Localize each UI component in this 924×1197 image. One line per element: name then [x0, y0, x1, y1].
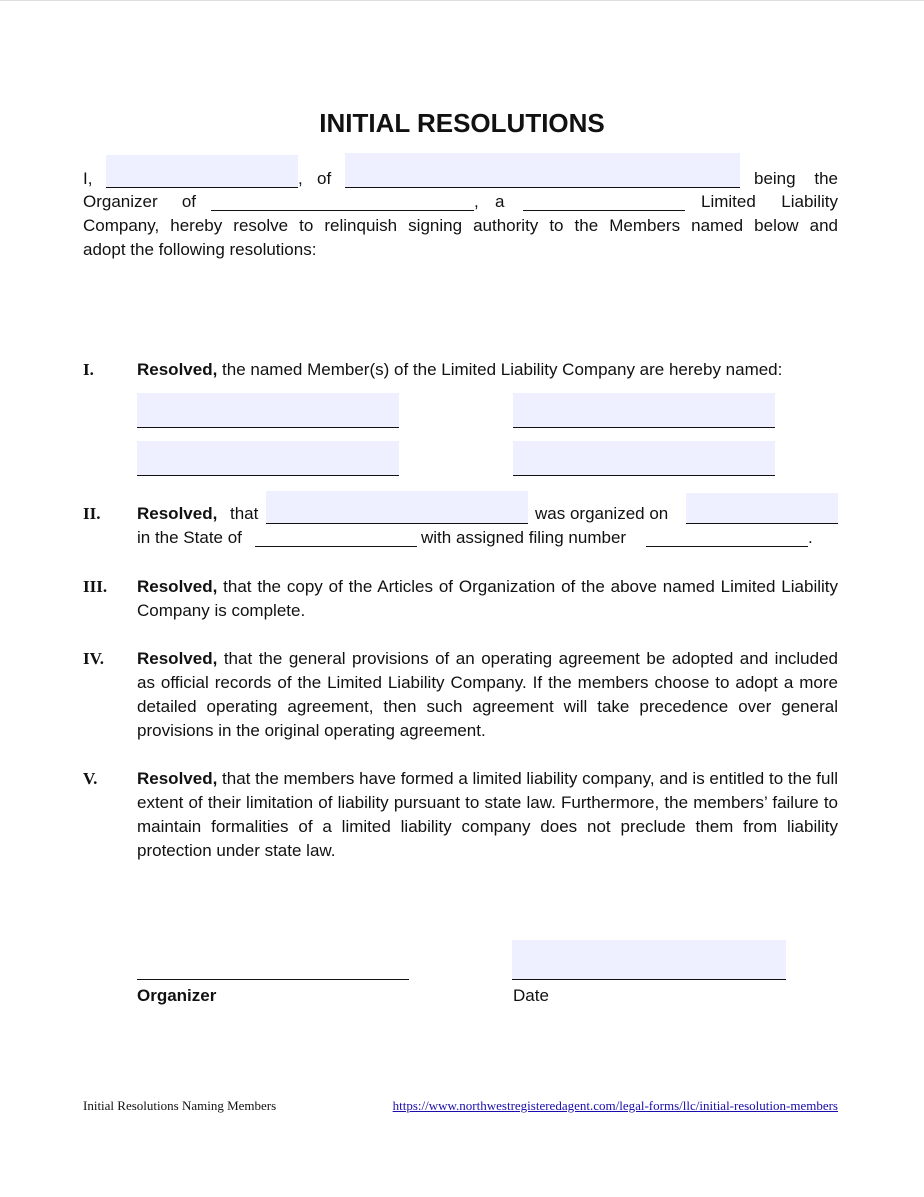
- intro-comma-2: ,: [474, 192, 479, 211]
- resolution-ii-lead-bold: Resolved,: [137, 504, 218, 523]
- state-line[interactable]: [523, 210, 685, 211]
- intro-line-4: adopt the following resolutions:: [83, 240, 317, 259]
- resolution-ii-lead: [137, 502, 217, 526]
- resolution-ii-period: .: [808, 528, 813, 547]
- intro-word-i: I,: [83, 169, 93, 188]
- resolution-ii-state: in the State of: [137, 528, 242, 547]
- organizer-signature-line[interactable]: [137, 979, 409, 980]
- resolution-iii-body: that the copy of the Articles of Organization of the above named Limited Liability Company is complete.: [137, 577, 838, 620]
- document-title: INITIAL RESOLUTIONS: [319, 108, 605, 138]
- page-top-border: [0, 0, 924, 1]
- organizer-label: Organizer: [137, 986, 217, 1005]
- numeral-v: V.: [83, 769, 98, 788]
- filing-number-line[interactable]: [646, 546, 808, 547]
- resolution-iii-text: [137, 575, 838, 623]
- intro-comma: ,: [298, 169, 303, 188]
- organization-date-field[interactable]: [686, 493, 838, 524]
- resolution-iii-lead: Resolved,: [137, 577, 218, 596]
- numeral-ii: II.: [83, 504, 101, 523]
- resolution-iv-lead: Resolved,: [137, 649, 218, 668]
- resolution-iv-body: that the general provisions of an operating agreement be adopted and included as official records of the Limited Liability Company. If the members choose to adopt a more detailed operating agreement, then such agreement will take precedence over general provisions in the original operating agreement.: [137, 649, 838, 740]
- numeral-i: I.: [83, 360, 94, 379]
- member-2-field[interactable]: [513, 393, 775, 428]
- intro-line-3: Company, hereby resolve to relinquish signing authority to the Members named below and: [83, 216, 838, 235]
- intro-organizer-of: Organizer of: [83, 192, 196, 211]
- resolution-ii-filing: with assigned filing number: [421, 528, 627, 547]
- resolution-iv-text: [137, 647, 838, 743]
- intro-being-the: being the: [754, 169, 838, 188]
- intro-limited-liability: Limited Liability: [701, 192, 838, 211]
- company-name-field-ii[interactable]: [266, 491, 528, 524]
- member-3-field[interactable]: [137, 441, 399, 476]
- state-of-organization-line[interactable]: [255, 546, 417, 547]
- resolution-i-lead: Resolved,: [137, 360, 218, 379]
- resolution-i-body: the named Member(s) of the Limited Liability Company are hereby named:: [217, 360, 783, 379]
- resolution-v-body: that the members have formed a limited liability company, and is entitled to the full extent of their limitation of liability pursuant to state law. Furthermore, the members’ failure to maintain formalities of a limited liability company does not preclude them from liability protection under state law.: [137, 769, 838, 860]
- member-4-field[interactable]: [513, 441, 775, 476]
- organizer-name-field[interactable]: [106, 155, 298, 188]
- resolution-ii-organized-on: was organized on: [535, 504, 669, 523]
- company-name-line[interactable]: [211, 210, 474, 211]
- numeral-iv: IV.: [83, 649, 104, 668]
- resolution-v-lead: Resolved,: [137, 769, 218, 788]
- footer-title: Initial Resolutions Naming Members: [83, 1098, 277, 1113]
- intro-word-of: of: [317, 169, 332, 188]
- resolution-v-text: [137, 767, 838, 863]
- organizer-address-field[interactable]: [345, 153, 740, 188]
- footer-link[interactable]: https://www.northwestregisteredagent.com/legal-forms/llc/initial-resolution-members: [392, 1098, 838, 1113]
- resolution-ii-that: that: [230, 504, 259, 523]
- resolution-i-text: [137, 358, 782, 382]
- numeral-iii: III.: [83, 577, 108, 596]
- date-field[interactable]: [512, 940, 786, 980]
- date-label: Date: [513, 986, 549, 1005]
- member-1-field[interactable]: [137, 393, 399, 428]
- intro-word-a: a: [495, 192, 505, 211]
